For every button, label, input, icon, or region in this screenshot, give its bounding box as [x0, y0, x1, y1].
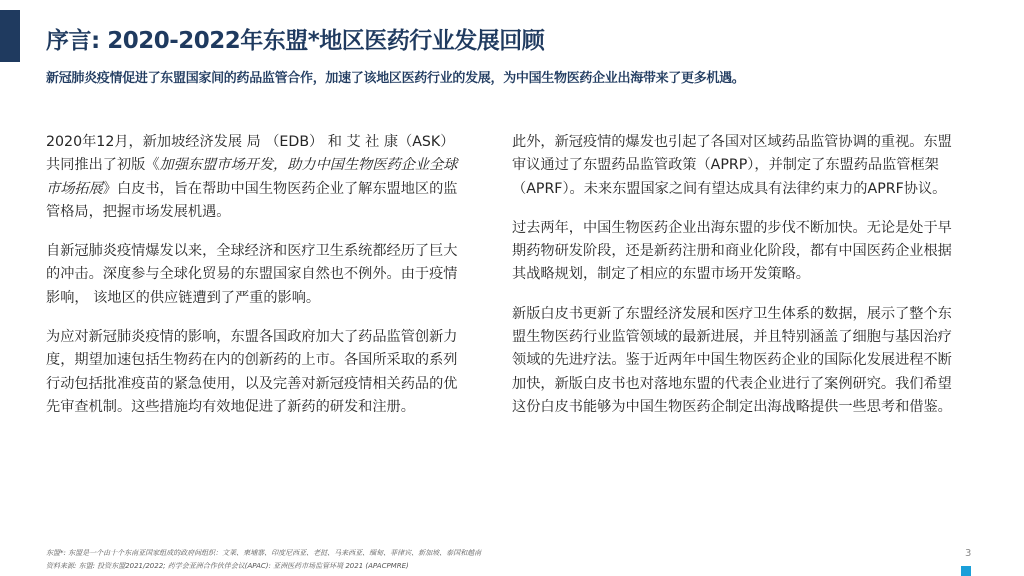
left-paragraph-1 — [46, 131, 466, 224]
right-paragraph-3: 新版白皮书更新了东盟经济发展和医疗卫生体系的数据，展示了整个东盟生物医药行业监管领域的最新进展，并且特别涵盖了细胞与基因治疗领域的先进疗法。鉴于近两年中国生物医药企业的国际化发展进程不断加快，新版白皮书也对落地东盟的代表企业进行了案例研究。我们希望这份白皮书能够为中国生物医药企制定出海战略提供一些思考和借鉴。 — [512, 305, 952, 415]
right-column — [512, 131, 962, 435]
left-paragraph-2: 自新冠肺炎疫情爆发以来，全球经济和医疗卫生系统都经历了巨大的冲击。深度参与全球化贸易的东盟国家自然也不例外。由于疫情影响， 该地区的供应链遭到了严重的影响。 — [46, 243, 458, 306]
right-paragraph-2: 过去两年，中国生物医药企业出海东盟的步伐不断加快。无论是处于早期药物研发阶段，还是新药注册和商业化阶段，都有中国医药企业根据其战略规划，制定了相应的东盟市场开发策略。 — [512, 219, 952, 283]
title-accent-bar — [0, 10, 20, 62]
corner-square-decoration — [961, 566, 971, 576]
page-title: 序言: 2020-2022年东盟*地区医药行业发展回顾 — [46, 28, 545, 54]
footnote-asean: 东盟*: 东盟是一个由十个东南亚国家组成的政府间组织：文莱、柬埔寨、印度尼西亚、老挝、马来西亚、缅甸、菲律宾、新加坡、泰国和越南 — [46, 549, 482, 557]
left-paragraph-1-text-a: 2020年12月，新加坡经济发展 局 （EDB） 和 艾 社 康（ASK）共同推出了初版《 — [46, 134, 455, 174]
left-paragraph-1-text-b: 》白皮书，旨在帮助中国生物医药企业了解东盟地区的监管格局，把握市场发展机遇。 — [46, 180, 458, 220]
right-paragraph-1: 此外，新冠疫情的爆发也引起了各国对区域药品监管协调的重视。东盟审议通过了东盟药品监管政策（APRP），并制定了东盟药品监管框架（APRF）。未来东盟国家之间有望达成具有法律约束力的APRF协议。 — [512, 134, 952, 197]
page-number: 3 — [965, 548, 972, 559]
footnote-source: 资料来源: 东盟: 投资东盟2021/2022; 药学会亚洲合作伙伴会议(APAC): 亚洲医药市场监管环境 2021 (APACPMRE) — [46, 562, 409, 570]
whitepaper-title: 加强东盟市场开发，助力中国生物医药企业全球市场拓展 — [46, 157, 458, 197]
left-column — [46, 131, 466, 435]
page-subtitle: 新冠肺炎疫情促进了东盟国家间的药品监管合作，加速了该地区医药行业的发展，为中国生物医药企业出海带来了更多机遇。 — [46, 71, 745, 86]
left-paragraph-3: 为应对新冠肺炎疫情的影响，东盟各国政府加大了药品监管创新力度，期望加速包括生物药在内的创新药的上市。各国所采取的系列行动包括批准疫苗的紧急使用，以及完善对新冠疫情相关药品的优先审查机制。这些措施均有效地促进了新药的研发和注册。 — [46, 329, 458, 415]
